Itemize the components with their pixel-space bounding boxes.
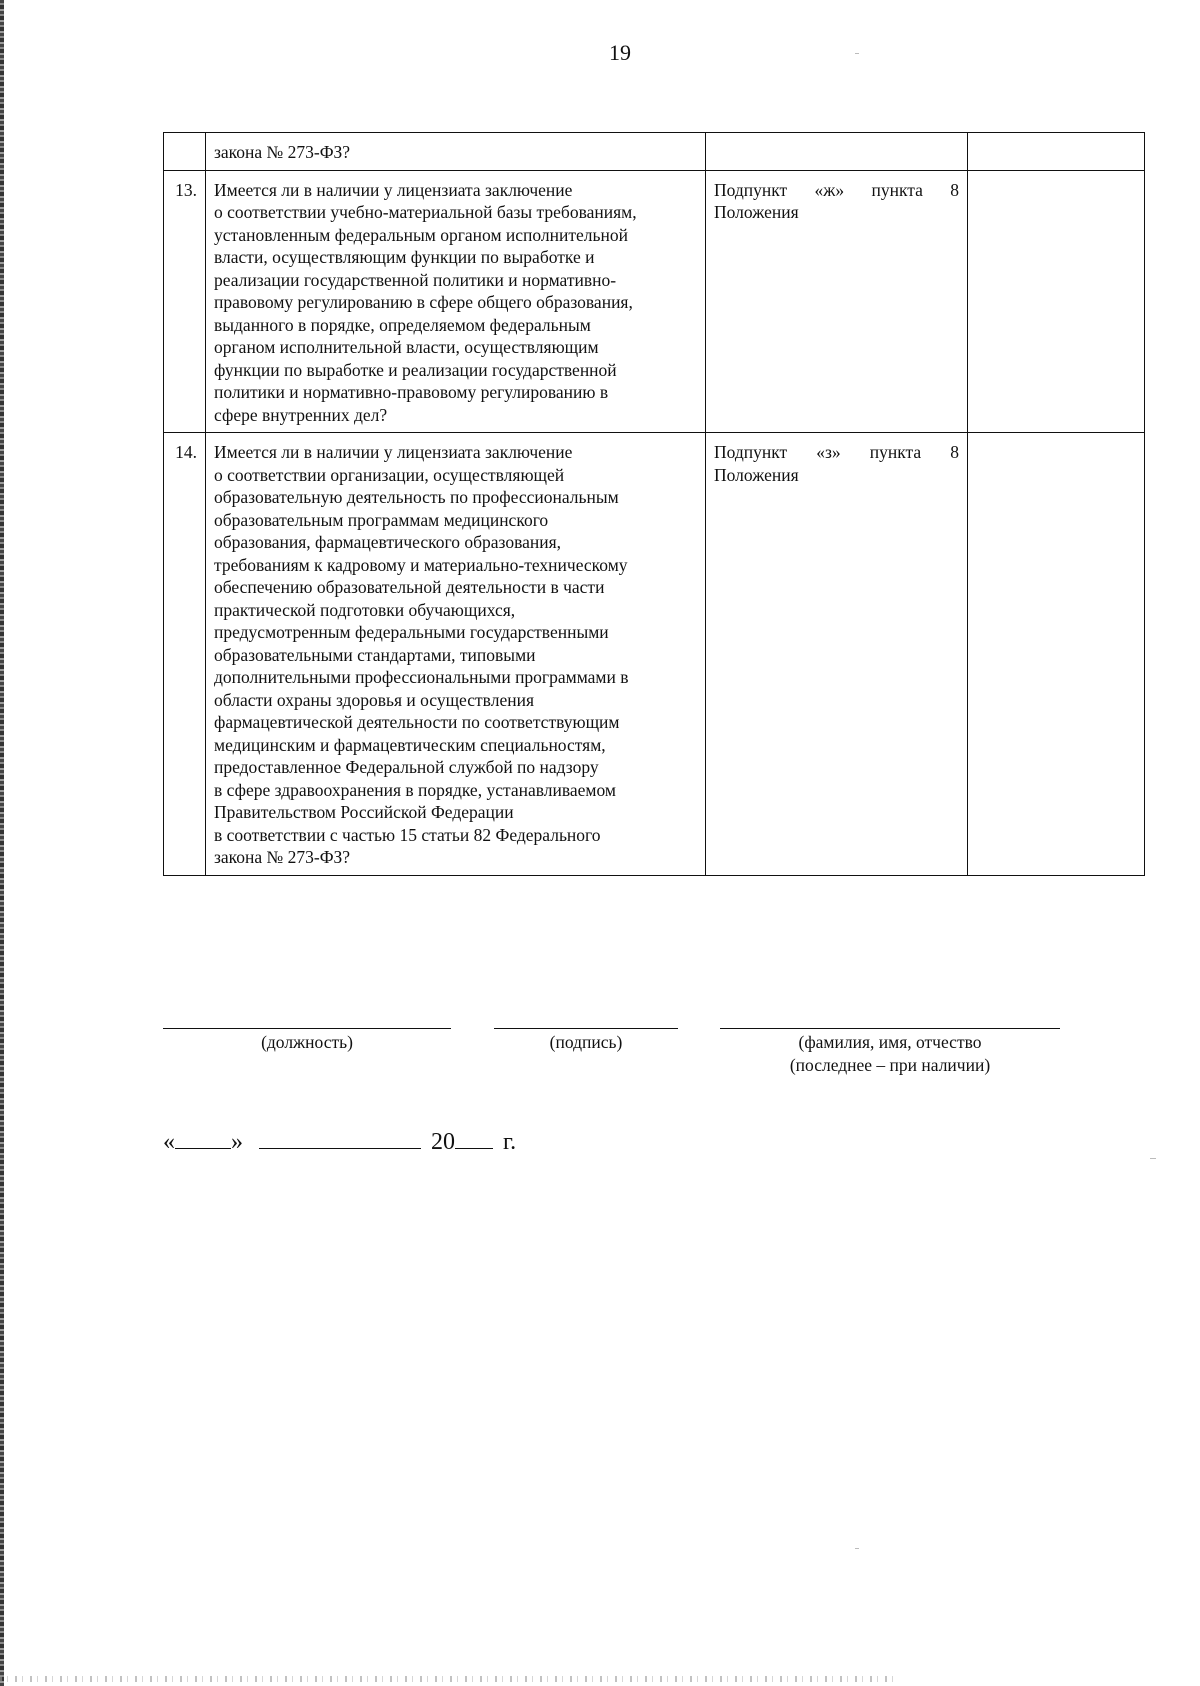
question-line: выданного в порядке, определяемом федеральным (214, 314, 591, 335)
date-line (163, 1128, 516, 1156)
date-open-quote: « (163, 1129, 175, 1155)
question-line: требованиям к кадровому и материально-техническому (214, 554, 628, 575)
name-label-line2: (последнее – при наличии) (789, 1055, 991, 1075)
question-line: в сфере здравоохранения в порядке, устанавливаемом (214, 779, 616, 800)
legal-basis-word: 8 (950, 442, 959, 462)
legal-basis-word: пункта (869, 442, 922, 462)
month-blank (259, 1128, 421, 1149)
legal-basis-cell (706, 133, 968, 171)
question-line: медицинским и фармацевтическим специальностям, (214, 734, 606, 755)
table-row (164, 170, 1145, 433)
legal-basis-word: «ж» (814, 179, 845, 200)
legal-basis-cell (706, 170, 968, 433)
question-line: предоставленное Федеральной службой по надзору (214, 757, 599, 777)
row-number (164, 133, 206, 171)
year-suffix: г. (503, 1129, 517, 1155)
question-line: образования, фармацевтического образования, (214, 532, 562, 552)
name-label (720, 1031, 1060, 1077)
name-label-line1: (фамилия, имя, отчество (798, 1032, 982, 1052)
row-number: 13. (164, 170, 206, 433)
legal-basis-word: пункта (871, 179, 923, 200)
legal-basis-word: Подпункт (714, 442, 788, 462)
question-line: образовательными стандартами, типовыми (214, 644, 536, 665)
year-prefix: 20 (431, 1129, 455, 1155)
question-line: в соответствии с частью 15 статьи 82 Федерального (214, 824, 601, 845)
row-number: 14. (164, 433, 206, 876)
question-cell (206, 170, 706, 433)
question-line: дополнительными профессиональными программами в (214, 667, 629, 687)
question-line: закона № 273-ФЗ? (214, 847, 351, 867)
question-line: правовому регулированию в сфере общего образования, (214, 292, 633, 312)
checklist-table (163, 132, 1145, 876)
question-line: власти, осуществляющим функции по выработке и (214, 247, 595, 267)
signature-label: (подпись) (549, 1032, 623, 1052)
day-blank (175, 1128, 231, 1149)
question-line: сфере внутренних дел? (214, 404, 388, 425)
scan-speck (855, 1548, 859, 1549)
position-line (163, 1028, 451, 1029)
note-cell (968, 433, 1145, 876)
question-line: практической подготовки обучающихся, (214, 599, 516, 620)
legal-basis-cell (706, 433, 968, 876)
question-line: образовательную деятельность по профессиональным (214, 487, 619, 507)
scan-left-edge (0, 0, 4, 1686)
legal-basis-line (714, 179, 959, 202)
question-cell (206, 133, 706, 171)
question-line: образовательным программам медицинского (214, 509, 549, 530)
name-line (720, 1028, 1060, 1029)
legal-basis-word: 8 (950, 179, 959, 200)
scan-speck (1150, 1158, 1156, 1159)
legal-basis-line (714, 441, 959, 464)
question-cell (206, 433, 706, 876)
scan-bottom-edge (0, 1676, 900, 1682)
question-line: политики и нормативно-правовому регулированию в (214, 382, 609, 402)
legal-basis-word: «з» (816, 442, 841, 462)
table-row (164, 433, 1145, 876)
question-line: органом исполнительной власти, осуществляющим (214, 337, 599, 357)
question-line: Имеется ли в наличии у лицензиата заключение (214, 179, 573, 200)
page-number: 19 (609, 40, 631, 65)
question-line: о соответствии учебно-материальной базы требованиям, (214, 202, 637, 222)
note-cell (968, 133, 1145, 171)
signature-line (494, 1028, 678, 1029)
question-line: предусмотренным федеральными государственными (214, 622, 609, 642)
question-line: Правительством Российской Федерации (214, 802, 514, 822)
position-label: (должность) (261, 1032, 353, 1052)
legal-basis-word: Подпункт (714, 179, 788, 200)
question-line: закона № 273-ФЗ? (214, 142, 351, 162)
question-line: функции по выработке и реализации государственной (214, 359, 617, 380)
legal-basis-line2: Положения (714, 464, 799, 485)
question-line: Имеется ли в наличии у лицензиата заключение (214, 442, 573, 462)
note-cell (968, 170, 1145, 433)
question-line: установленным федеральным органом исполнительной (214, 224, 629, 245)
question-line: области охраны здоровья и осуществления (214, 689, 534, 710)
question-line: обеспечению образовательной деятельности в части (214, 577, 605, 597)
question-line: о соответствии организации, осуществляющей (214, 464, 565, 485)
year-blank (455, 1128, 493, 1149)
question-line: реализации государственной политики и нормативно- (214, 269, 617, 290)
legal-basis-line2: Положения (714, 202, 799, 222)
question-line: фармацевтической деятельности по соответствующим (214, 712, 620, 732)
date-close-quote: » (231, 1129, 243, 1155)
table-row (164, 133, 1145, 171)
